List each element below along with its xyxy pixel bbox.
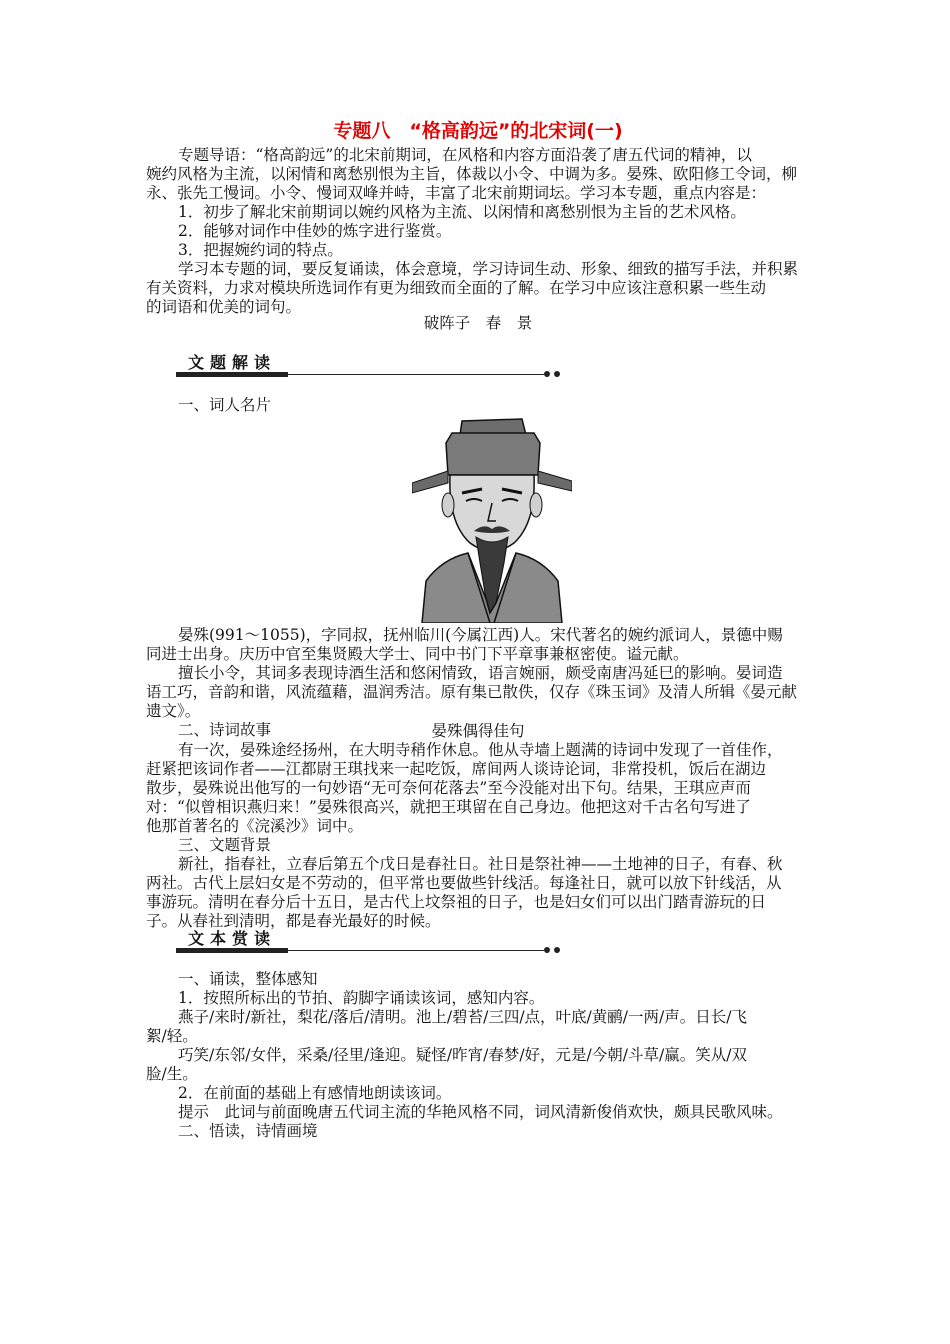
intro-block	[146, 146, 812, 317]
subsection-heading: 二、诗词故事	[178, 721, 272, 739]
heading-bar	[176, 372, 288, 377]
scholar-official-portrait-icon	[412, 413, 572, 623]
poem-title: 破阵子 春 景	[423, 314, 533, 332]
background-line: 子。从春社到清明，都是春光最好的时候。	[146, 912, 441, 930]
heading-dot	[544, 371, 550, 377]
page-title: 专题八 “格高韵远”的北宋词(一)	[333, 120, 623, 142]
intro-line: 1．初步了解北宋前期词以婉约风格为主流、以闲情和离愁别恨为主旨的艺术风格。	[178, 203, 746, 221]
intro-line: 婉约风格为主流，以闲情和离愁别恨为主旨，体裁以小令、中调为多。晏殊、欧阳修工令词，柳	[146, 165, 798, 183]
bio-line: 同进士出身。庆历中官至集贤殿大学士、同中书门下平章事兼枢密使。谥元献。	[146, 645, 689, 663]
subsection-heading: 一、诵读，整体感知	[178, 970, 318, 988]
heading-rule	[288, 374, 544, 375]
bio-line: 语工巧，音韵和谐，风流蕴藉，温润秀洁。原有集已散佚，仅存《珠玉词》及清人所辑《晏元献	[146, 683, 798, 701]
section-heading-2	[176, 926, 566, 956]
task-line: 1．按照所标出的节拍、韵脚字诵读该词，感知内容。	[178, 989, 545, 1007]
background-line: 两社。古代上层妇女是不劳动的，但平常也要做些针线活。每逢社日，就可以放下针线活，从	[146, 874, 782, 892]
poem-line: 燕子/来时/新社，梨花/落后/清明。池上/碧苔/三四/点，叶底/黄鹂/一两/声。日长/飞	[178, 1008, 747, 1026]
story-block	[146, 741, 812, 931]
intro-line: 有关资料，力求对模块所选词作有更为细致而全面的了解。在学习中应该注意积累一些生动	[146, 279, 767, 297]
bio-line: 擅长小令，其词多表现诗酒生活和悠闲情致，语言婉丽，颇受南唐冯延巳的影响。晏词造	[178, 664, 783, 682]
bio-line: 晏殊(991～1055)，字同叔，抚州临川(今属江西)人。宋代著名的婉约派词人，景德中赐	[178, 626, 783, 644]
heading-rule	[288, 950, 544, 951]
heading-dot	[544, 947, 550, 953]
tip-line: 提示 此词与前面晚唐五代词主流的华艳风格不同，词风清新俊俏欢快，颇具民歌风味。	[178, 1103, 783, 1121]
story-line: 对：“似曾相识燕归来！”晏殊很高兴，就把王琪留在自己身边。他把这对千古名句写进了	[146, 798, 751, 816]
story-line: 散步，晏殊说出他写的一句妙语“无可奈何花落去”至今没能对出下句。结果，王琪应声而	[146, 779, 751, 797]
background-line: 新社，指春社，立春后第五个戊日是春社日。社日是祭社神——土地神的日子，有春、秋	[178, 855, 783, 873]
poem-line: 巧笑/东邻/女伴，采桑/径里/逢迎。疑怪/昨宵/春梦/好，元是/今朝/斗草/赢。笑从/双	[178, 1046, 747, 1064]
story-title: 晏殊偶得佳句	[431, 722, 525, 740]
subsection-heading: 二、悟读，诗情画境	[178, 1122, 318, 1140]
s2-block	[146, 970, 812, 1141]
section-heading-1	[176, 350, 566, 380]
subsection-heading: 一、词人名片	[178, 396, 272, 414]
heading-bar	[176, 948, 288, 953]
intro-line: 2．能够对词作中佳妙的炼字进行鉴赏。	[178, 222, 452, 240]
story-line: 他那首著名的《浣溪沙》词中。	[146, 817, 364, 835]
section-heading-label: 文题解读	[188, 353, 277, 372]
bio-line: 遗文》。	[146, 702, 201, 720]
intro-line: 专题导语：“格高韵远”的北宋前期词，在风格和内容方面沿袭了唐五代词的精神，以	[178, 146, 752, 164]
portrait-image	[412, 413, 572, 623]
intro-line: 学习本专题的词，要反复诵读，体会意境，学习诗词生动、形象、细致的描写手法，并积累	[178, 260, 799, 278]
poem-line: 脸/生。	[146, 1065, 198, 1083]
heading-dot	[554, 947, 560, 953]
heading-dot	[554, 371, 560, 377]
story-line: 赶紧把该词作者——江都尉王琪找来一起吃饭，席间两人谈诗论词，非常投机，饭后在湖边	[146, 760, 767, 778]
section-heading-label: 文本赏读	[188, 929, 277, 948]
poem-line: 絮/轻。	[146, 1027, 198, 1045]
intro-line: 3．把握婉约词的特点。	[178, 241, 343, 259]
subsection-heading: 三、文题背景	[178, 836, 272, 854]
intro-line: 永、张先工慢词。小令、慢词双峰并峙，丰富了北宋前期词坛。学习本专题，重点内容是：	[146, 184, 767, 202]
story-line: 有一次，晏殊途经扬州，在大明寺稍作休息。他从寺墙上题满的诗词中发现了一首佳作，	[178, 741, 783, 759]
task-line: 2．在前面的基础上有感情地朗读该词。	[178, 1084, 452, 1102]
intro-line: 的词语和优美的词句。	[146, 298, 302, 316]
background-line: 事游玩。清明在春分后十五日，是古代上坟祭祖的日子，也是妇女们可以出门踏青游玩的日	[146, 893, 767, 911]
